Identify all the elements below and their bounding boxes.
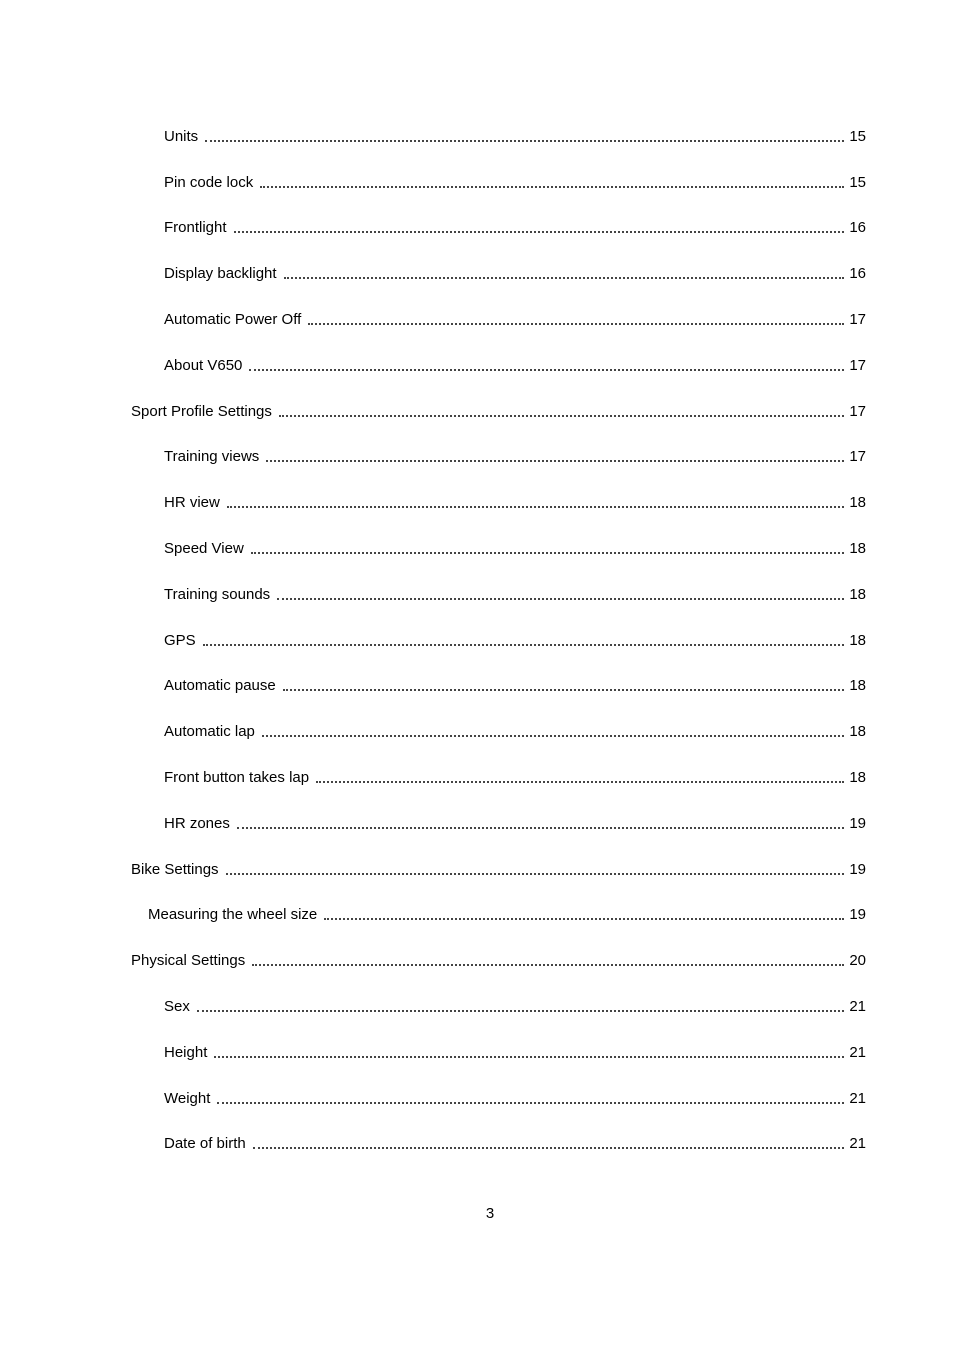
toc-entry[interactable] bbox=[0, 468, 954, 514]
toc-subsection-entry[interactable] bbox=[0, 881, 954, 927]
toc-leader-dots bbox=[284, 277, 844, 279]
toc-entry-page: 18 bbox=[849, 539, 866, 557]
toc-entry[interactable] bbox=[0, 652, 954, 698]
toc-entry[interactable] bbox=[0, 239, 954, 285]
toc-entry-title: Training sounds bbox=[164, 585, 271, 603]
toc-entry-page: 19 bbox=[849, 906, 866, 924]
toc-entry-title: Automatic pause bbox=[164, 677, 276, 695]
toc-leader-dots bbox=[251, 552, 844, 554]
toc-entry-title: About V650 bbox=[164, 356, 243, 374]
toc-entry[interactable] bbox=[0, 560, 954, 606]
toc-entry[interactable] bbox=[0, 606, 954, 652]
toc-leader-dots bbox=[214, 1056, 844, 1058]
toc-entry[interactable] bbox=[0, 194, 954, 240]
toc-leader-dots bbox=[308, 323, 844, 325]
toc-section-entry[interactable] bbox=[0, 835, 954, 881]
toc-leader-dots bbox=[217, 1102, 844, 1104]
toc-entry-page: 18 bbox=[849, 585, 866, 603]
toc-leader-dots bbox=[279, 415, 844, 417]
toc-entry-page: 18 bbox=[849, 677, 866, 695]
toc-entry-title: HR view bbox=[164, 494, 220, 512]
toc-leader-dots bbox=[316, 781, 844, 783]
toc-entry-page: 17 bbox=[849, 356, 866, 374]
toc-entry-page: 19 bbox=[849, 814, 866, 832]
toc-entry[interactable] bbox=[0, 1064, 954, 1110]
toc-entry[interactable] bbox=[0, 743, 954, 789]
toc-leader-dots bbox=[205, 140, 844, 142]
table-of-contents bbox=[0, 102, 954, 1155]
toc-leader-dots bbox=[249, 369, 844, 371]
toc-entry-page: 18 bbox=[849, 494, 866, 512]
toc-entry-title: Weight bbox=[164, 1089, 211, 1107]
toc-leader-dots bbox=[277, 598, 844, 600]
toc-entry[interactable] bbox=[0, 102, 954, 148]
toc-entry[interactable] bbox=[0, 423, 954, 469]
toc-leader-dots bbox=[260, 186, 844, 188]
toc-entry-title: Sex bbox=[164, 997, 190, 1015]
toc-entry[interactable] bbox=[0, 1110, 954, 1156]
toc-leader-dots bbox=[227, 506, 844, 508]
toc-leader-dots bbox=[197, 1010, 844, 1012]
toc-entry-page: 17 bbox=[849, 448, 866, 466]
toc-entry-title: HR zones bbox=[164, 814, 230, 832]
toc-entry-title: Training views bbox=[164, 448, 260, 466]
toc-entry-page: 18 bbox=[849, 768, 866, 786]
toc-entry[interactable] bbox=[0, 331, 954, 377]
toc-entry-title: Automatic Power Off bbox=[164, 310, 302, 328]
toc-entry-title: GPS bbox=[164, 631, 196, 649]
toc-entry[interactable] bbox=[0, 789, 954, 835]
toc-leader-dots bbox=[283, 689, 844, 691]
toc-entry-title: Bike Settings bbox=[131, 860, 219, 878]
toc-leader-dots bbox=[237, 827, 844, 829]
toc-section-entry[interactable] bbox=[0, 377, 954, 423]
toc-entry-title: Measuring the wheel size bbox=[148, 906, 318, 924]
toc-entry-page: 18 bbox=[849, 631, 866, 649]
toc-section-entry[interactable] bbox=[0, 926, 954, 972]
toc-leader-dots bbox=[324, 918, 844, 920]
toc-entry-title: Sport Profile Settings bbox=[131, 402, 272, 420]
toc-entry-title: Height bbox=[164, 1043, 208, 1061]
toc-entry-title: Date of birth bbox=[164, 1135, 246, 1153]
toc-entry-page: 19 bbox=[849, 860, 866, 878]
toc-entry[interactable] bbox=[0, 972, 954, 1018]
toc-leader-dots bbox=[226, 873, 844, 875]
toc-entry-page: 15 bbox=[849, 173, 866, 191]
toc-entry-title: Front button takes lap bbox=[164, 768, 310, 786]
toc-entry-page: 17 bbox=[849, 310, 866, 328]
toc-entry-page: 16 bbox=[849, 219, 866, 237]
toc-entry-page: 15 bbox=[849, 127, 866, 145]
toc-leader-dots bbox=[253, 1147, 844, 1149]
toc-entry-title: Automatic lap bbox=[164, 723, 255, 741]
toc-entry[interactable] bbox=[0, 1018, 954, 1064]
toc-leader-dots bbox=[203, 644, 844, 646]
toc-entry-title: Frontlight bbox=[164, 219, 227, 237]
toc-leader-dots bbox=[252, 964, 844, 966]
toc-entry-title: Pin code lock bbox=[164, 173, 254, 191]
toc-entry-title: Speed View bbox=[164, 539, 244, 557]
toc-entry-page: 17 bbox=[849, 402, 866, 420]
toc-entry-page: 16 bbox=[849, 265, 866, 283]
toc-entry[interactable] bbox=[0, 148, 954, 194]
page-number: 3 bbox=[485, 1205, 495, 1222]
toc-entry-page: 18 bbox=[849, 723, 866, 741]
toc-entry[interactable] bbox=[0, 285, 954, 331]
toc-entry-title: Units bbox=[164, 127, 199, 145]
toc-entry[interactable] bbox=[0, 514, 954, 560]
toc-entry-page: 21 bbox=[849, 997, 866, 1015]
toc-leader-dots bbox=[262, 735, 844, 737]
toc-entry-page: 21 bbox=[849, 1089, 866, 1107]
toc-leader-dots bbox=[266, 460, 844, 462]
toc-leader-dots bbox=[234, 231, 844, 233]
toc-entry[interactable] bbox=[0, 697, 954, 743]
toc-entry-title: Display backlight bbox=[164, 265, 277, 283]
toc-entry-page: 20 bbox=[849, 952, 866, 970]
toc-entry-page: 21 bbox=[849, 1043, 866, 1061]
toc-entry-title: Physical Settings bbox=[131, 952, 246, 970]
toc-entry-page: 21 bbox=[849, 1135, 866, 1153]
